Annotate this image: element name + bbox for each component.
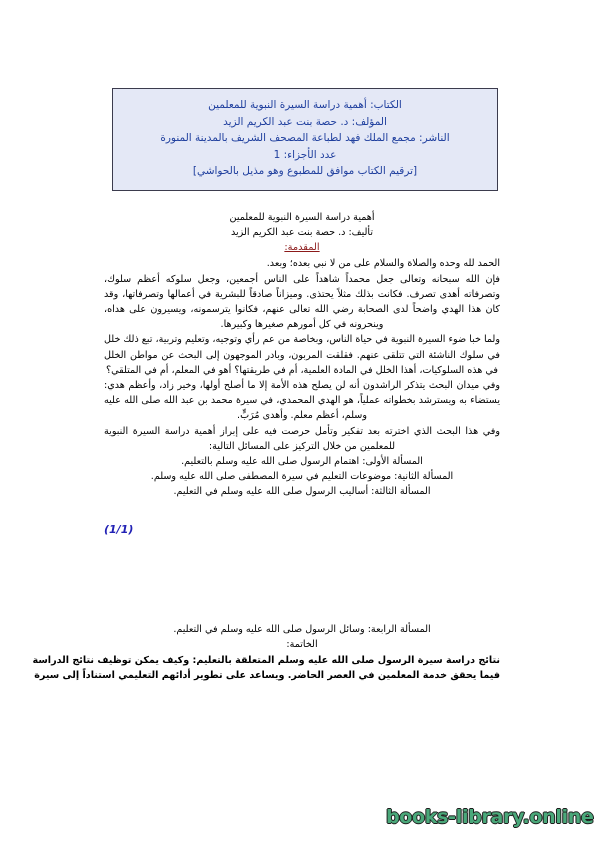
info-line-pagination-note: [ترقيم الكتاب موافق للمطبوع وهو مذيل بالحواشي] (192, 165, 418, 177)
conclusion-line-1: نتائج دراسة سيرة الرسول صلى الله عليه وسلم المتعلقة بالتعليم: وكيف يمكن توظيف نتائج الدراسة (32, 655, 500, 667)
book-info-box (112, 88, 498, 191)
info-line-book-title: الكتاب: أهمية دراسة السيرة النبوية للمعلمين (208, 99, 402, 111)
body-spacer (104, 500, 500, 518)
issue-item-first: المسألة الأولى: اهتمام الرسول صلى الله عليه وسلم بالتعليم. (181, 456, 423, 468)
document-body (104, 210, 500, 537)
paragraph-prophet-conduct: فإن الله سبحانه وتعالى جعل محمداً شاهداً على الناس أجمعين، وجعل سلوكه أعظم سلوك، وتصرفاته أهدى تصرف. فكانت بذلك مثلاً يحتذى. وميزاناً صادقاً للبشرية في أعمالها وتصرفاتها، وقد كان هذا الهدي واضحاً لدى الصحابة رضي الله تعالى عنهم، فكانوا يترسمونه، ويسيرون على هداه، وينحرونه في كل أمورهم صغيرها وكبيرها. (104, 273, 500, 331)
paragraph-research-field: وفي ميدان البحث يتذكر الراشدون أنه لن يصلح هذه الأمة إلا ما أصلح أولها، وخير زاد، وأعظم هدي: يستضاء به ويسترشد بخطواته عملياً، هو الهدي المحمدي، في سيرة محمد بن عبد الله صلى الله عليه وسلم، أعظم معلم. وأهدى مُرَبٍّ. (104, 380, 500, 422)
page-marker-row (104, 518, 500, 537)
document-bottom-block (32, 622, 500, 684)
conclusion-line-2: فيما يحقق خدمة المعلمين في العصر الحاضر. ويساعد على تطوير أدائهم التعليمي استناداً إلى سيرة (34, 670, 500, 682)
paragraph-research-scope: وفي هذا البحث الذي اخترته بعد تفكير وتأمل حرصت فيه على إبراز أهمية دراسة السيرة النبوية للمعلمين من خلال التركيز على المسائل التالية: (104, 425, 500, 452)
page-marker: (1/1) (104, 522, 134, 536)
site-watermark-text: books-library.online (386, 806, 594, 828)
site-watermark (386, 806, 594, 828)
info-line-volume-count: عدد الأجزاء: 1 (273, 148, 337, 161)
issue-item-third: المسألة الثالثة: أساليب الرسول صلى الله عليه وسلم في التعليم. (173, 486, 431, 498)
body-title: أهمية دراسة السيرة النبوية للمعلمين (229, 212, 375, 223)
issue-item-second: المسألة الثانية: موضوعات التعليم في سيرة المصطفى صلى الله عليه وسلم. (150, 471, 454, 483)
paragraph-fading-seerah: ولما خبا ضوء السيرة النبوية في حياة الناس، وبخاصة من عم رأي وتوجيه، وتعليم وتربية، تبع ذلك خلل في سلوك الناشئة التي تتلقى عنهم. فقلقت المربون، وبادر الموجهون إلى البحث عن مواطن الخلل في هذه السلوكيات، أهذا الخلل في المادة العلمية، أم في طريقتها؟ أهو في المعلم، أم في المتلقي؟ (104, 334, 500, 376)
info-line-author: المؤلف: د. حصة بنت عبد الكريم الزيد (223, 115, 387, 128)
paragraph-praise: الحمد لله وحده والصلاة والسلام على من لا نبي بعده؛ وبعد. (266, 258, 500, 270)
info-line-publisher: الناشر: مجمع الملك فهد لطباعة المصحف الشريف بالمدينة المنورة (160, 132, 450, 144)
section-heading-introduction: المقدمة: (284, 242, 320, 254)
body-author: تأليف: د. حصة بنت عبد الكريم الزيد (230, 227, 374, 239)
issue-item-fourth: المسألة الرابعة: وسائل الرسول صلى الله عليه وسلم في التعليم. (173, 624, 431, 635)
section-heading-conclusion: الخاتمة: (286, 639, 318, 651)
